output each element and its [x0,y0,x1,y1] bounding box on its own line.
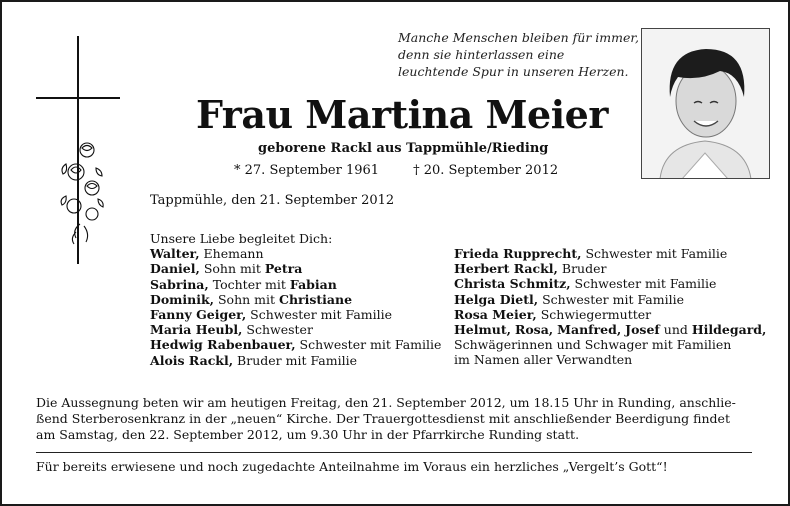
mourner-relation: Sohn mit [199,261,265,277]
mourner-relation: Schwester [242,322,313,338]
mourner-relation: Ehemann [199,246,264,262]
mourner-name: Herbert Rackl, [454,261,558,277]
death-date: † 20. September 2012 [413,163,559,178]
quote-line: denn sie hinterlassen eine [398,47,565,62]
mourner-name: Alois Rackl, [150,352,234,368]
mourner-name: Sabrina, [150,276,209,292]
quote-line: leuchtende Spur in unseren Herzen. [398,64,629,79]
mourner-line: im Namen aller Verwandten [454,352,633,368]
mourner-name: Maria Heubl, [150,322,243,338]
mourner-line [454,246,766,261]
conjunction: und [659,322,692,338]
memorial-quote [398,29,639,80]
mourner-name: Helga Dietl, [454,291,539,307]
maiden-name-origin: geborene Rackl aus Tappmühle/Rieding [258,141,549,156]
mourner-name: Helmut, [454,322,511,338]
birth-date: * 27. September 1961 [234,163,380,178]
mourner-relation: Bruder [557,261,607,277]
mourner-partner: Petra [264,261,303,277]
mourner-relation: Schwester mit Familie [581,246,728,261]
mourner-line: Schwägerinnen und Schwager mit Familien [454,337,732,353]
mourner-relation: Bruder mit Familie [233,352,357,368]
mourner-line [150,246,441,261]
mourner-relation: Sohn mit [214,291,279,307]
mourner-line [454,261,766,276]
mourner-name: Hildegard, [691,322,767,338]
mourner-name: Fanny Geiger, [150,307,247,323]
service-line: am Samstag, den 22. September 2012, um 9.30 Uhr in der Pfarrkirche Runding statt. [36,427,580,442]
mourner-name: Hedwig Rabenbauer, [150,337,296,353]
mourner-line [454,307,766,322]
mourner-name: Rosa Meier, [454,306,537,322]
mourner-relation: Schwester mit Familie [246,307,393,323]
mourner-relation: Schwiegermutter [536,306,652,322]
mourner-line [150,292,441,307]
portrait-image [642,29,769,178]
mourner-relation: Schwester mit Familie [295,337,442,353]
mourner-line [454,292,766,307]
mourner-name: Frieda Rupprecht, [454,246,582,261]
mourner-line [150,261,441,276]
mourner-line [150,277,441,292]
portrait-photo [641,28,770,179]
mourner-relation: Schwester mit Familie [538,291,684,307]
thanks-line: Für bereits erwiesene und noch zugedachte Anteilnahme im Voraus ein herzliches „Vergelt’s Gott“! [36,459,668,474]
mourner-partner: Christiane [279,291,353,307]
mourner-line [454,276,766,291]
mourner-name: Manfred, [557,322,622,338]
service-line: ßend Sterberosenkranz in der „neuen“ Kirche. Der Trauergottesdienst mit anschließender Beerdigung findet [36,411,730,426]
mourners-left-column [150,231,441,368]
mourner-name: Rosa, [514,322,554,338]
mourner-name: Daniel, [150,261,200,277]
mourner-line [150,353,441,368]
cross-with-roses-icon [36,36,122,266]
service-line: Die Aussegnung beten wir am heutigen Freitag, den 21. September 2012, um 18.15 Uhr in Runding, anschlie- [36,395,736,410]
mourner-name: Dominik, [150,291,215,307]
life-dates [234,163,558,178]
mourner-partner: Fabian [289,276,337,292]
mourner-line [150,307,441,322]
mourner-line [150,337,441,352]
divider [36,452,752,453]
mourner-relation: Schwester mit Familie [570,276,717,292]
deceased-name: Frau Martina Meier [196,92,608,137]
mourners-right-column [454,246,766,368]
mourner-name: Christa Schmitz, [454,276,571,292]
mourner-relation: Tochter mit [208,276,290,292]
place-and-date: Tappmühle, den 21. September 2012 [150,193,395,208]
quote-line: Manche Menschen bleiben für immer, [398,30,639,45]
service-announcement [36,395,756,443]
mourners-intro: Unsere Liebe begleitet Dich: [150,231,333,246]
mourner-name: Josef [625,322,660,338]
siblings-in-law-line [454,322,766,337]
mourner-name: Walter, [150,246,200,262]
mourner-line [150,322,441,337]
